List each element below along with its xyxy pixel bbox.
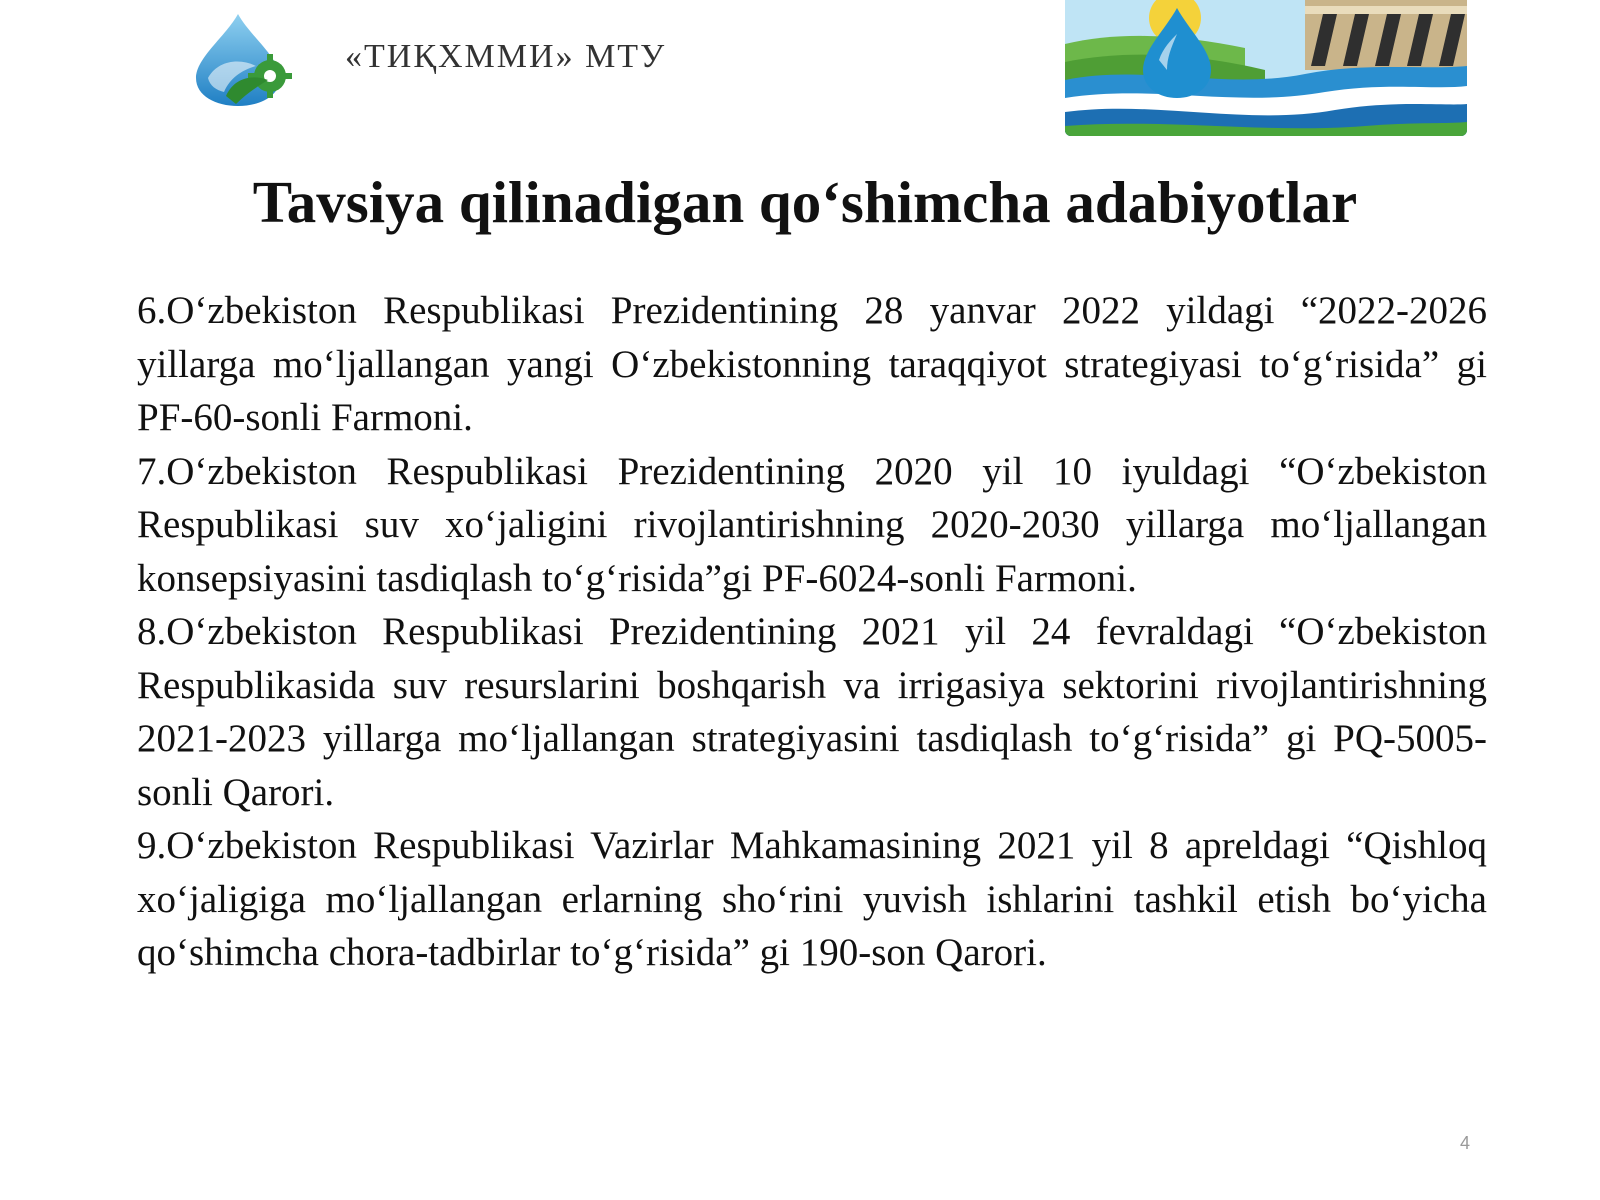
dam-water-drop-icon [1065, 0, 1467, 136]
organization-name: «ТИҚХММИ» МТУ [345, 38, 667, 75]
university-logo [178, 8, 308, 108]
references-list [137, 284, 1487, 980]
slide-title: Tavsiya qilinadigan qo‘shimcha adabiyotlar [252, 169, 1358, 235]
reference-item: 8.O‘zbekiston Respublikasi Prezidentining 2021 yil 24 fevraldagi “O‘zbekiston Respublikasida suv resurslarini boshqarish va irrigasiya sektorini rivojlantirishning 2021-2023 yillarga mo‘ljallangan strategiyasini tasdiqlash to‘g‘risida” gi PQ-5005-sonli Qarori. [137, 610, 1487, 814]
reference-item: 9.O‘zbekiston Respublikasi Vazirlar Mahkamasining 2021 yil 8 apreldagi “Qishloq xo‘jaligiga mo‘ljallangan erlarning sho‘rini yuvish ishlarini tashkil etish bo‘yicha qo‘shimcha chora-tadbirlar to‘g‘risida” gi 190-son Qarori. [137, 824, 1487, 974]
dam-landscape-logo [1065, 0, 1467, 136]
page-number: 4 [1460, 1133, 1471, 1153]
reference-item: 7.O‘zbekiston Respublikasi Prezidentining 2020 yil 10 iyuldagi “O‘zbekiston Respublikasi suv xo‘jaligini rivojlantirishning 2020-2030 yillarga mo‘ljallangan konsepsiyasini tasdiqlash to‘g‘risida”gi PF-6024-sonli Farmoni. [137, 449, 1487, 600]
water-drop-leaf-icon [178, 8, 308, 108]
reference-item: 6.O‘zbekiston Respublikasi Prezidentining 28 yanvar 2022 yildagi “2022-2026 yillarga mo‘ljallangan yangi O‘zbekistonning taraqqiyot strategiyasi to‘g‘risida” gi PF-60-sonli Farmoni. [137, 289, 1487, 439]
